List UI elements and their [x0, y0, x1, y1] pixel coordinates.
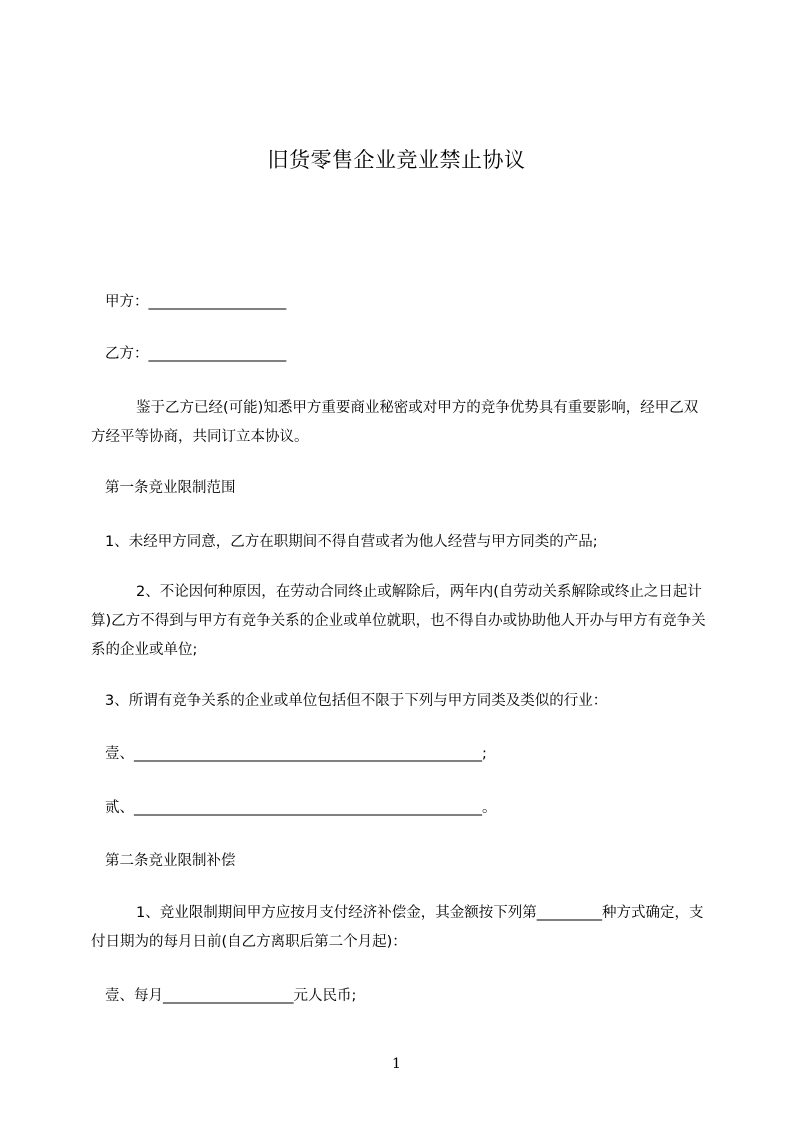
party-a-line: 甲方：___________________	[105, 294, 287, 310]
industry-line-2: 贰、________________________________________________。	[105, 800, 497, 816]
article1-heading: 第一条竞业限制范围	[105, 480, 236, 496]
article2-item1: 1、竞业限制期间甲方应按月支付经济补偿金，其金额按下列第_________种方式确定，支付日期为的每月日前(自乙方离职后第二个月起)：	[91, 905, 704, 950]
preamble-paragraph: 鉴于乙方已经(可能)知悉甲方重要商业秘密或对甲方的竞争优势具有重要影响，经甲乙双方经平等协商，共同订立本协议。	[91, 400, 699, 445]
article1-item3: 3、所谓有竞争关系的企业或单位包括但不限于下列与甲方同类及类似的行业：	[105, 693, 608, 709]
industry-line-1: 壹、________________________________________________;	[105, 746, 487, 762]
article1-item1: 1、未经甲方同意，乙方在职期间不得自营或者为他人经营与甲方同类的产品;	[105, 534, 598, 550]
article1-item2: 2、不论因何种原因，在劳动合同终止或解除后，两年内(自劳动关系解除或终止之日起计算)乙方不得到与甲方有竞争关系的企业或单位就职，也不得自办或协助他人开办与甲方有竞争关系的企业或单位;	[91, 584, 706, 658]
page-number: 1	[392, 1056, 401, 1072]
party-b-line: 乙方：___________________	[105, 346, 287, 362]
document-title: 旧货零售企业竞业禁止协议	[267, 148, 526, 172]
compensation-option-1: 壹、每月__________________元人民币;	[105, 988, 357, 1004]
article2-heading: 第二条竞业限制补偿	[105, 853, 236, 869]
